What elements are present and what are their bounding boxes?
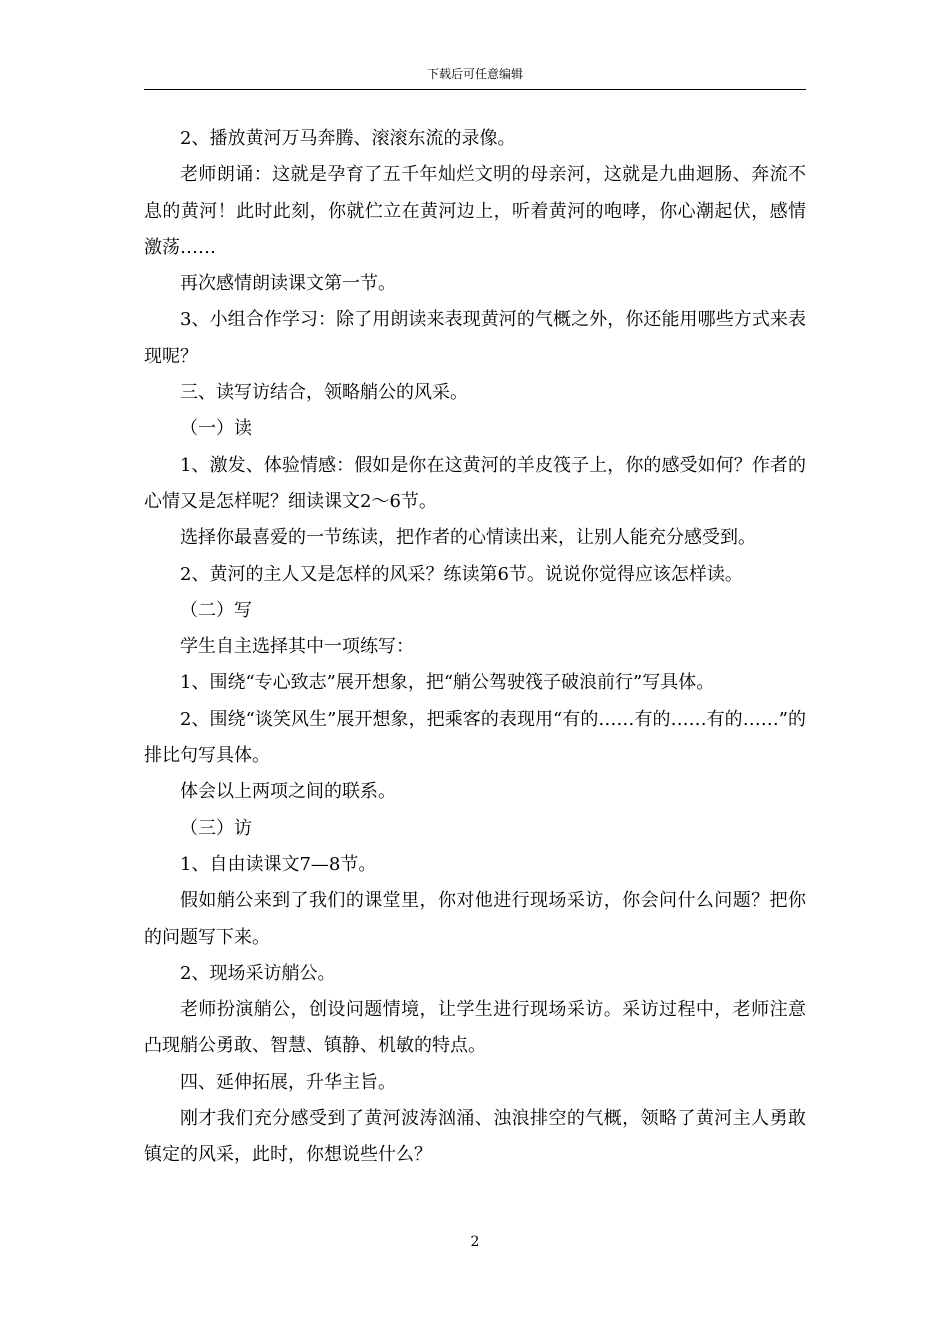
paragraph: 3、小组合作学习：除了用朗读来表现黄河的气概之外，你还能用哪些方式来表现呢？ bbox=[144, 309, 806, 367]
paragraph: 2、播放黄河万马奔腾、滚滚东流的录像。 bbox=[180, 128, 516, 149]
paragraph: 刚才我们充分感受到了黄河波涛汹涌、浊浪排空的气概，领略了黄河主人勇敢镇定的风采，此时，你想说些什么？ bbox=[144, 1108, 806, 1166]
subsection-heading: （二）写 bbox=[180, 599, 252, 621]
section-heading: 三、读写访结合，领略艄公的风采。 bbox=[180, 382, 468, 404]
header-divider bbox=[144, 89, 806, 90]
subsection-heading: （一）读 bbox=[180, 418, 252, 440]
section-heading: 四、延伸拓展，升华主旨。 bbox=[180, 1071, 396, 1093]
paragraph: 学生自主选择其中一项练写： bbox=[180, 636, 414, 658]
paragraph: 再次感情朗读课文第一节。 bbox=[180, 273, 396, 295]
paragraph: 1、自由读课文7—8节。 bbox=[180, 853, 377, 875]
paragraph: 体会以上两项之间的联系。 bbox=[180, 781, 396, 803]
paragraph: 老师朗诵：这就是孕育了五千年灿烂文明的母亲河，这就是九曲迴肠、奔流不息的黄河！此时此刻，你就伫立在黄河边上，听着黄河的咆哮，你心潮起伏，感情激荡…… bbox=[144, 164, 806, 258]
paragraph: 1、激发、体验情感：假如是你在这黄河的羊皮筏子上，你的感受如何？作者的心情又是怎样呢？细读课文2～6节。 bbox=[144, 454, 806, 512]
paragraph: 选择你最喜爱的一节练读，把作者的心情读出来，让别人能充分感受到。 bbox=[180, 527, 756, 549]
paragraph: 老师扮演艄公，创设问题情境，让学生进行现场采访。采访过程中，老师注意凸现艄公勇敢、智慧、镇静、机敏的特点。 bbox=[144, 999, 806, 1057]
page-number: 2 bbox=[470, 1234, 480, 1250]
document-body bbox=[144, 121, 806, 1174]
paragraph: 2、现场采访艄公。 bbox=[180, 962, 336, 984]
page-header: 下载后可任意编辑 bbox=[426, 67, 523, 81]
subsection-heading: （三）访 bbox=[180, 817, 252, 839]
paragraph: 2、黄河的主人又是怎样的风采？练读第6节。说说你觉得应该怎样读。 bbox=[180, 563, 743, 585]
paragraph: 2、围绕“谈笑风生”展开想象，把乘客的表现用“有的……有的……有的……”的排比句写具体。 bbox=[144, 708, 806, 767]
paragraph: 1、围绕“专心致志”展开想象，把“艄公驾驶筏子破浪前行”写具体。 bbox=[180, 672, 715, 694]
paragraph: 假如艄公来到了我们的课堂里，你对他进行现场采访，你会问什么问题？把你的问题写下来。 bbox=[144, 890, 806, 948]
